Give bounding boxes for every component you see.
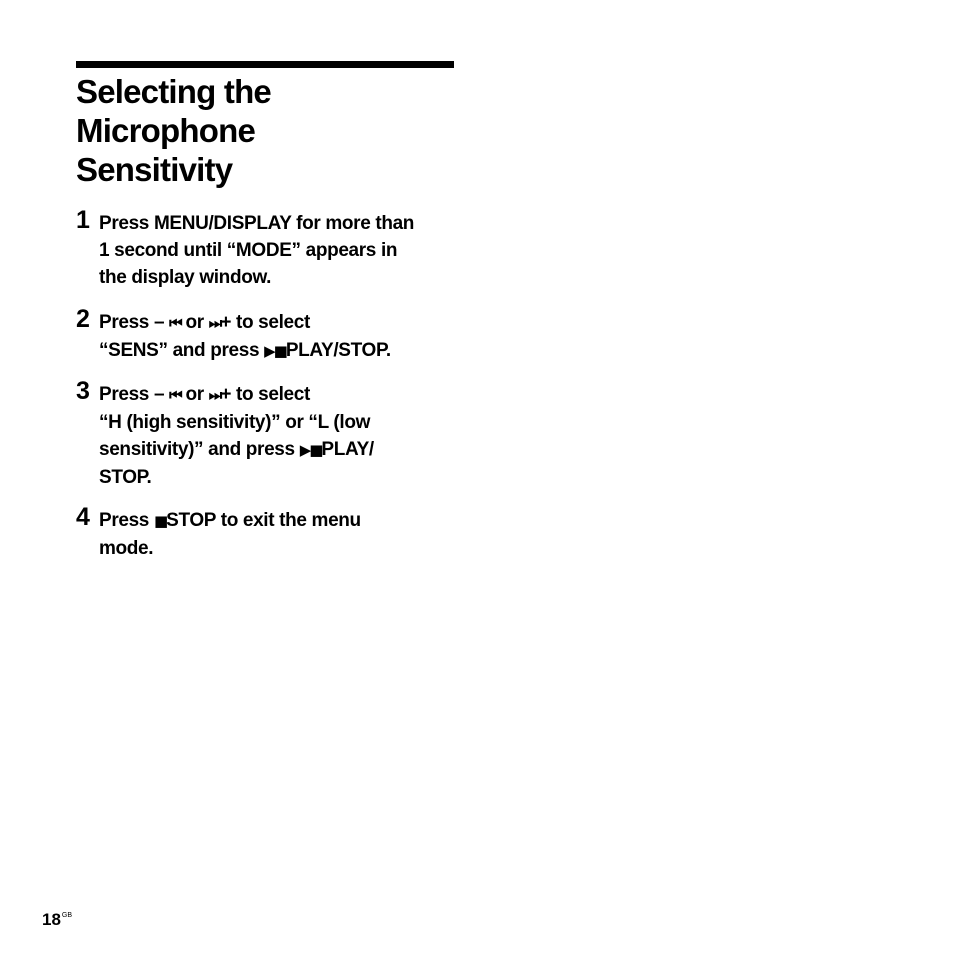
page-number-value: 18 bbox=[42, 910, 61, 929]
stop-icon: ■ bbox=[153, 512, 167, 530]
step-text bbox=[99, 210, 459, 291]
step-text-fragment: Press – bbox=[99, 312, 165, 333]
step-line: the display window. bbox=[99, 267, 272, 288]
step-text-fragment: or bbox=[180, 384, 209, 405]
page-title bbox=[76, 72, 456, 189]
step-line bbox=[99, 381, 459, 409]
step-number: 4 bbox=[76, 503, 90, 531]
step-line: 1 second until “MODE” appears in bbox=[99, 240, 398, 261]
previous-track-icon: ⏮ bbox=[169, 314, 181, 332]
step-line bbox=[99, 337, 459, 365]
step-line: mode. bbox=[99, 538, 154, 559]
title-line: Sensitivity bbox=[76, 151, 233, 188]
page-number bbox=[42, 910, 72, 930]
step-text bbox=[99, 381, 459, 491]
step-line bbox=[99, 436, 459, 464]
next-track-icon: ⏭ bbox=[208, 314, 221, 332]
step-line: Press MENU/DISPLAY for more than bbox=[99, 213, 415, 234]
step-text-fragment: + to select bbox=[220, 312, 310, 333]
play-stop-icon: ▶■ bbox=[299, 441, 322, 459]
step-text-fragment: Press – bbox=[99, 384, 165, 405]
header-rule bbox=[76, 61, 454, 68]
step-text-fragment: “SENS” and press bbox=[99, 340, 265, 361]
step-text-fragment: + to select bbox=[220, 384, 310, 405]
step-line: “H (high sensitivity)” or “L (low bbox=[99, 412, 371, 433]
title-line: Selecting the bbox=[76, 73, 271, 110]
previous-track-icon: ⏮ bbox=[169, 386, 181, 404]
step-text-fragment: Press bbox=[99, 510, 154, 531]
step-line bbox=[99, 309, 459, 337]
step-number: 3 bbox=[76, 377, 90, 405]
step-text-fragment: PLAY/STOP. bbox=[285, 340, 391, 361]
step-text-fragment: STOP to exit the menu bbox=[166, 510, 361, 531]
play-stop-icon: ▶■ bbox=[264, 342, 286, 360]
step-text-fragment: PLAY/ bbox=[321, 439, 374, 460]
step-text bbox=[99, 309, 459, 365]
step-line: STOP. bbox=[99, 467, 152, 488]
title-line: Microphone bbox=[76, 112, 255, 149]
step-number: 2 bbox=[76, 305, 90, 333]
step-line bbox=[99, 507, 459, 535]
step-text-fragment: sensitivity)” and press bbox=[99, 439, 300, 460]
step-text-fragment: or bbox=[180, 312, 209, 333]
step-number: 1 bbox=[76, 206, 90, 234]
next-track-icon: ⏭ bbox=[208, 386, 221, 404]
step-text bbox=[99, 507, 459, 562]
page-number-suffix: GB bbox=[61, 912, 73, 919]
